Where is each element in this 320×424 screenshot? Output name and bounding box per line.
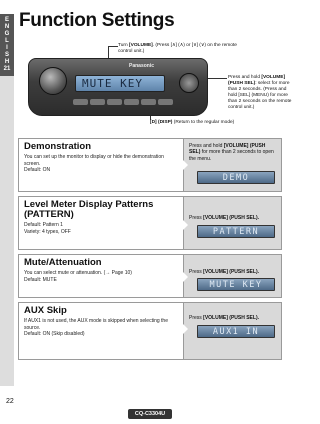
disp-callout bbox=[150, 120, 270, 126]
instruction-text bbox=[189, 215, 277, 221]
instruction-text bbox=[189, 315, 277, 321]
instruction-key: [VOLUME] (PUSH SEL). bbox=[203, 315, 260, 321]
language-label: E N G L I S H bbox=[4, 17, 10, 65]
preset-button[interactable] bbox=[158, 99, 173, 105]
disp-button[interactable] bbox=[179, 73, 199, 93]
page-number: 22 bbox=[6, 398, 14, 405]
preset-button[interactable] bbox=[141, 99, 156, 105]
preset-button[interactable] bbox=[73, 99, 88, 105]
preset-buttons bbox=[73, 99, 173, 105]
side-bar bbox=[0, 76, 14, 386]
brand-logo: Panasonic bbox=[129, 63, 155, 69]
instruction-key: [VOLUME] (PUSH SEL). bbox=[203, 215, 260, 221]
page-title: Function Settings bbox=[19, 10, 175, 31]
section-description bbox=[19, 303, 184, 359]
section-demonstration bbox=[18, 138, 282, 192]
push-sel-callout bbox=[228, 75, 292, 111]
callout-text: . (Press [∧] (∧) or [∨] (∨) on the remote control unit.) bbox=[118, 43, 237, 54]
callout-key: [VOLUME] (PUSH SEL) bbox=[228, 75, 286, 86]
section-description bbox=[19, 139, 184, 191]
instruction-post: for more than 2 seconds to open the menu. bbox=[189, 149, 274, 162]
preset-button[interactable] bbox=[107, 99, 122, 105]
callout-text: : select for more than 2 seconds. (Press and hold [SEL] (MENU) for more than 2 seconds on the remote control unit.) bbox=[228, 81, 292, 110]
callout-text: Press and hold bbox=[228, 75, 262, 80]
instruction-pre: Press bbox=[189, 215, 204, 221]
section-mute-attenuation bbox=[18, 254, 282, 298]
preset-button[interactable] bbox=[124, 99, 139, 105]
section-level-meter bbox=[18, 196, 282, 250]
lcd-display: MUTE KEY bbox=[197, 278, 275, 291]
callout-key: [D] (DISP) bbox=[150, 120, 173, 125]
section-body: Default: Pattern 1 Variety: 4 types, OFF bbox=[24, 222, 71, 235]
callout-text: (Return to the regular mode) bbox=[172, 120, 235, 125]
section-description bbox=[19, 255, 184, 297]
lcd-display: AUX1 IN bbox=[197, 325, 275, 338]
leader-line bbox=[108, 46, 118, 47]
section-instruction bbox=[185, 139, 281, 191]
instruction-pre: Press bbox=[189, 315, 204, 321]
instruction-text bbox=[189, 269, 277, 275]
instruction-key: [VOLUME] (PUSH SEL) bbox=[189, 143, 266, 156]
section-body: You can set up the monitor to display or hide the demonstration screen. Default: ON bbox=[24, 154, 164, 173]
section-body: If AUX1 is not used, the AUX mode is skipped when selecting the source. Default: ON (Skip disabled) bbox=[24, 318, 168, 337]
callout-text: Turn bbox=[118, 43, 130, 48]
language-tab bbox=[0, 14, 14, 76]
leader-line bbox=[205, 78, 227, 79]
section-title: Mute/Attenuation bbox=[24, 257, 102, 268]
instruction-text bbox=[189, 143, 277, 162]
unit-display: MUTE KEY bbox=[75, 75, 165, 92]
section-instruction bbox=[185, 197, 281, 249]
callout-key: [VOLUME] bbox=[129, 43, 153, 48]
instruction-pre: Press and hold bbox=[189, 143, 224, 149]
section-description bbox=[19, 197, 184, 249]
chapter-number: 21 bbox=[3, 66, 11, 72]
section-instruction bbox=[185, 303, 281, 359]
lcd-display: PATTERN bbox=[197, 225, 275, 238]
section-instruction bbox=[185, 255, 281, 297]
instruction-pre: Press bbox=[189, 269, 204, 275]
section-title: Level Meter Display Patterns (PATTERN) bbox=[24, 199, 154, 220]
section-body: You can select mute or attenuation. (→ Page 10) Default: MUTE bbox=[24, 270, 132, 283]
preset-button[interactable] bbox=[90, 99, 105, 105]
lcd-display: DEMO bbox=[197, 171, 275, 184]
section-title: Demonstration bbox=[24, 141, 92, 152]
volume-callout bbox=[118, 43, 238, 55]
model-badge: CQ-C3304U bbox=[128, 409, 172, 419]
section-title: AUX Skip bbox=[24, 305, 67, 316]
instruction-key: [VOLUME] (PUSH SEL). bbox=[203, 269, 260, 275]
volume-knob[interactable] bbox=[39, 67, 67, 95]
car-stereo-illustration bbox=[28, 58, 208, 116]
section-aux-skip bbox=[18, 302, 282, 360]
